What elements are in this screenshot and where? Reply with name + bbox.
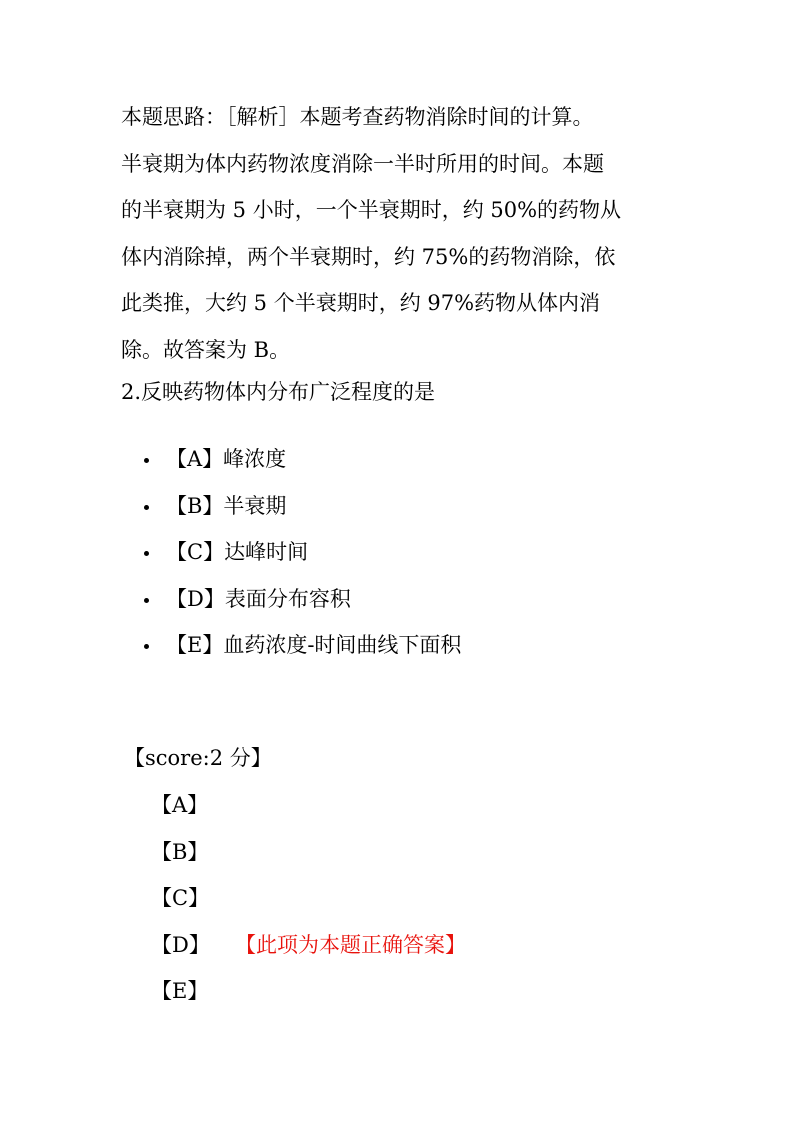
answer-row-a	[151, 782, 210, 829]
answer-label: 【D】	[151, 932, 210, 957]
answer-row-e	[151, 968, 210, 1015]
answer-label: 【A】	[151, 793, 209, 817]
explanation-line: 半衰期为体内药物浓度消除一半时所用的时间。本题	[121, 151, 604, 176]
bullet-icon	[144, 551, 149, 556]
answer-row-d	[151, 922, 466, 969]
answer-label: 【C】	[151, 886, 210, 910]
bullet-icon	[144, 644, 149, 649]
option-d[interactable]	[140, 576, 461, 623]
option-list	[140, 436, 461, 669]
option-c[interactable]	[140, 529, 461, 576]
bullet-icon	[144, 458, 149, 463]
option-label: 【E】血药浓度-时间曲线下面积	[166, 633, 462, 657]
option-e[interactable]	[140, 622, 461, 669]
answer-row-b	[151, 829, 210, 876]
option-label: 【B】半衰期	[166, 493, 287, 518]
explanation-line: 本题思路：［解析］本题考查药物消除时间的计算。	[121, 105, 594, 129]
answer-row-c	[151, 875, 210, 922]
explanation-line: 的半衰期为 5 小时，一个半衰期时，约 50%的药物从	[121, 198, 622, 222]
option-b[interactable]	[140, 483, 461, 530]
answer-label: 【B】	[151, 839, 209, 864]
explanation-line: 体内消除掉，两个半衰期时，约 75%的药物消除，依	[121, 244, 616, 269]
answer-label: 【E】	[151, 979, 209, 1003]
bullet-icon	[144, 598, 149, 603]
option-label: 【A】峰浓度	[166, 447, 287, 471]
answer-explanation	[121, 94, 681, 373]
correct-answer-mark: 【此项为本题正确答案】	[235, 932, 466, 957]
bullet-icon	[144, 505, 149, 510]
option-a[interactable]	[140, 436, 461, 483]
answer-key	[151, 782, 466, 1015]
option-label: 【C】达峰时间	[166, 540, 309, 564]
score-label: 【score:2 分】	[124, 746, 272, 770]
option-label: 【D】表面分布容积	[166, 586, 351, 611]
explanation-line: 除。故答案为 B。	[121, 337, 291, 362]
question-text: 2.反映药物体内分布广泛程度的是	[121, 380, 436, 404]
explanation-line: 此类推，大约 5 个半衰期时，约 97%药物从体内消	[121, 291, 601, 315]
